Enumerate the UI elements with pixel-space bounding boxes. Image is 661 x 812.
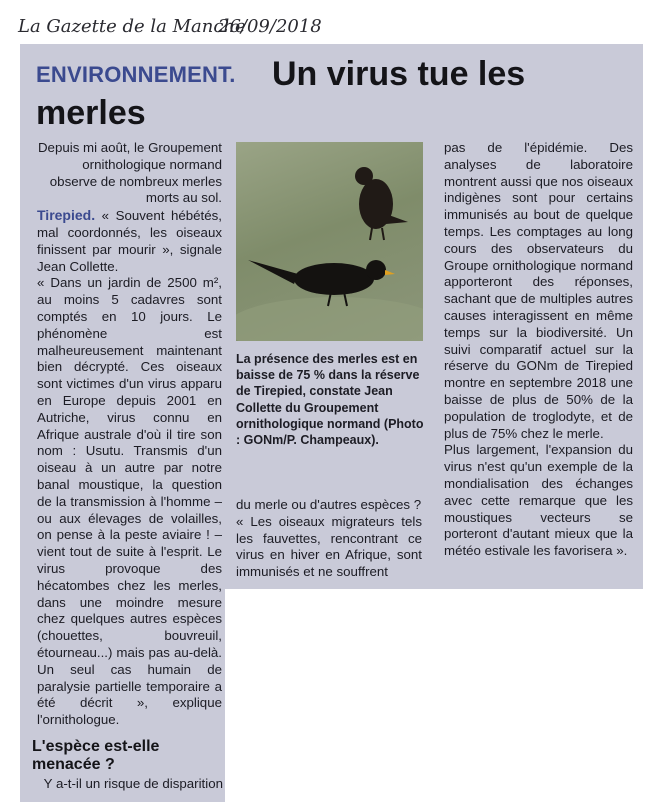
article-title-line1: Un virus tue les: [272, 55, 526, 93]
paragraph-1-text: « Souvent hébétés, mal coordonnés, les oiseaux finissent par mourir », signale Jean Collette.: [37, 208, 222, 274]
dateline-place: Tirepied.: [37, 207, 96, 224]
column-2-paragraph: « Les oiseaux migrateurs tels les fauvettes, rencontrant ce virus en hiver en Afrique, sont immunisés et ne souffrent: [236, 513, 422, 580]
article-title-line2: merles: [36, 94, 146, 132]
photo-caption: La présence des merles est en baisse de 75 % dans la réserve de Tirepied, constate Jean Collette du Groupement ornithologique normand (Photo : GONm/P. Champeaux).: [236, 352, 424, 448]
article-column-2: [236, 497, 422, 581]
article-lead: Depuis mi août, le Groupement ornithologique normand observe de nombreux merles morts au sol.: [37, 140, 222, 206]
column-3-paragraph-2: Plus largement, l'expansion du virus n'est qu'un exemple de la mondialisation des échanges avec cette remarque que les moustiques vecteurs se porteront d'autant mieux que la météo estivale les favorisera ».: [444, 442, 633, 559]
article-subheading: L'espèce est-elle menacée ?: [32, 738, 160, 773]
article-paragraph-2: « Dans un jardin de 2500 m², au moins 5 cadavres sont comptés en 10 jours. Le phénomène est malheureusement maintenant bien décrypté. Ces oiseaux sont victimes d'un virus apparu en Europe depuis 2001 en Autriche, virus connu en Afrique australe d'où il tire son nom : Usutu. Transmis d'un oiseau à un autre par notre banal moustique, la question de la transmission à l'homme – ou aux élevages de volailles, on pense à la peste aviaire ! – vient tout de suite à l'esprit. Le virus provoque des hécatombes chez les merles, dans une moindre mesure chez quelques autres espèces (chouettes, bouvreuil, étourneau...) mais pas au-delà. Un seul cas humain de paralysie partielle temporaire a été décrit », explique l'ornithologue.: [37, 275, 222, 728]
article-rubric: ENVIRONNEMENT.: [36, 62, 236, 87]
article-column-1: [37, 140, 222, 729]
article-paragraph-3-start: Y a-t-il un risque de disparition: [43, 776, 223, 791]
column-2-first-line: du merle ou d'autres espèces ?: [236, 497, 422, 512]
blackbird-illustration-icon: [236, 142, 423, 341]
article-column-3: [444, 140, 633, 560]
handwritten-date: 26/09/2018: [218, 16, 322, 37]
article-paragraph-1: [37, 207, 222, 275]
handwritten-source: La Gazette de la Manche: [18, 16, 246, 37]
blackbird-photo: [236, 142, 423, 341]
column-3-paragraph-1: pas de l'épidémie. Des analyses de laboratoire montrent aussi que nos oiseaux indigènes sont pour certains immunisés au bout de quelque temps. Les comptages au long cours des observateurs du Groupe ornithologique normand apporteront des réponses, sachant que de multiples autres causes interagissent en même temps sur la biodiversité. Un suivi comparatif actuel sur la réserve du GONm de Tirepied montre en septembre 2018 une baisse de plus de 50% de la population de troglodyte, et de plus de 75% chez le merle.: [444, 140, 633, 441]
